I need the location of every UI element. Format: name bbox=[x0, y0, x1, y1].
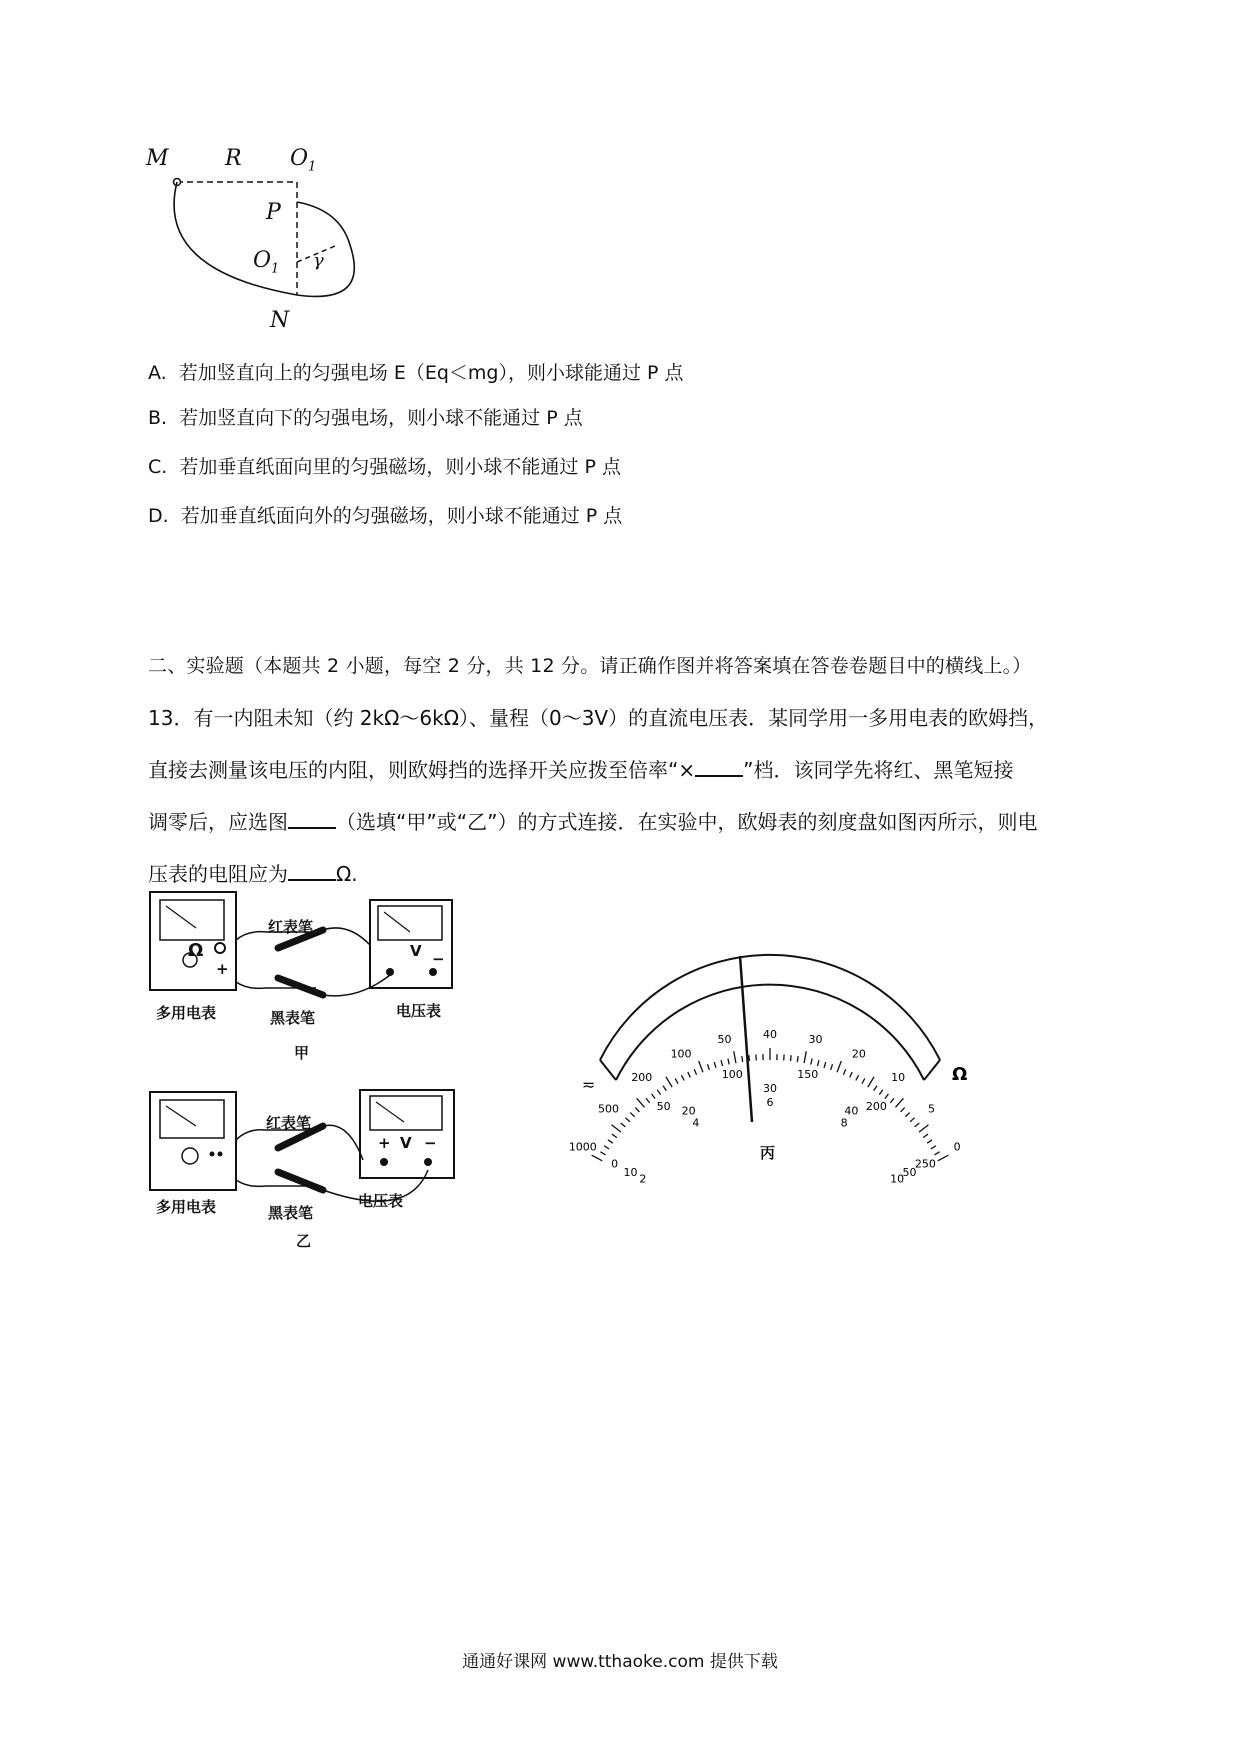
q13-line1: 13．有一内阻未知（约 2kΩ～6kΩ）、量程（0～3V）的直流电压表．某同学用一多用电表的欧姆挡， bbox=[148, 706, 1049, 730]
dial-tick bbox=[663, 1086, 666, 1091]
dial-tick bbox=[797, 1056, 798, 1062]
dial-ohm-scale-label: 50 bbox=[717, 1032, 732, 1046]
dial-tick bbox=[742, 1056, 743, 1062]
label-M: M bbox=[146, 146, 169, 171]
dial-ohm-scale-label: 1000 bbox=[568, 1140, 597, 1154]
dial-tick bbox=[837, 1061, 841, 1072]
dial-dc-symbol: ≂ bbox=[582, 1075, 596, 1094]
jia-plus: + bbox=[216, 960, 229, 978]
dial-tick bbox=[657, 1090, 660, 1095]
dial-tick bbox=[915, 1123, 920, 1127]
dial-tick bbox=[651, 1094, 655, 1099]
dial-tick bbox=[621, 1123, 626, 1127]
question-block bbox=[148, 640, 1098, 900]
label-O1-mid: $O_1$ bbox=[253, 248, 280, 277]
dial-tick bbox=[910, 1118, 914, 1122]
dial-tick bbox=[895, 1098, 903, 1107]
yi-caption: 乙 bbox=[296, 1232, 312, 1250]
dial-tick bbox=[874, 1086, 877, 1091]
dial-tick bbox=[885, 1094, 889, 1099]
dial-tick bbox=[630, 1113, 634, 1117]
yi-minus: − bbox=[424, 1134, 437, 1152]
jia-black-probe-label: 黑表笔 bbox=[270, 1009, 316, 1027]
yi-plus: + bbox=[378, 1134, 391, 1152]
dial-tick bbox=[749, 1055, 750, 1061]
dial-tick bbox=[890, 1098, 894, 1103]
dial-tick bbox=[681, 1075, 684, 1080]
jia-multimeter-label: 多用电表 bbox=[156, 1004, 217, 1022]
answer-blank-3[interactable] bbox=[288, 861, 336, 881]
dial-inner-scale-label: 6 bbox=[766, 1096, 774, 1109]
dial-tick bbox=[934, 1152, 939, 1155]
dial-tick bbox=[901, 1108, 905, 1112]
ohmmeter-dial bbox=[560, 930, 980, 1186]
circuit-jia bbox=[148, 890, 468, 1065]
dial-inner-scale-label: 2 bbox=[639, 1172, 647, 1186]
dial-tick bbox=[688, 1072, 691, 1077]
dial-mid-scale-label: 100 bbox=[721, 1068, 743, 1082]
dial-tick bbox=[856, 1075, 859, 1080]
label-N: N bbox=[270, 308, 290, 333]
dial-tick bbox=[625, 1118, 629, 1122]
dial-tick bbox=[675, 1078, 678, 1083]
answer-blank-2[interactable] bbox=[288, 809, 336, 829]
dial-tick bbox=[604, 1146, 609, 1149]
jia-caption: 甲 bbox=[294, 1044, 310, 1062]
dial-tick bbox=[592, 1155, 603, 1161]
dial-tick bbox=[699, 1061, 703, 1072]
label-O1-top: $O_1$ bbox=[290, 146, 317, 175]
dial-tick bbox=[637, 1098, 645, 1107]
dial-caption: 丙 bbox=[760, 1144, 776, 1162]
dial-tick bbox=[879, 1090, 882, 1095]
dial-tick bbox=[666, 1077, 672, 1087]
section-heading: 二、实验题（本题共 2 小题，每空 2 分，共 12 分。请正确作图并将答案填在答卷卷题目中的横线上。） bbox=[148, 655, 1032, 677]
q13-line3: 调零后，应选图 （选填“甲”或“乙”）的方式连接．在实验中，欧姆表的刻度盘如图丙所示，则电 bbox=[148, 810, 1038, 834]
dial-ohm-scale-label: 30 bbox=[808, 1032, 823, 1046]
dial-needle bbox=[740, 956, 752, 1122]
dial-inner-scale-label: 50 bbox=[902, 1165, 917, 1179]
yi-black-probe-label: 黑表笔 bbox=[268, 1204, 314, 1222]
label-gamma: γ bbox=[313, 250, 324, 271]
label-R: R bbox=[225, 146, 242, 171]
dial-tick bbox=[791, 1055, 792, 1061]
dial-mid-scale-label: 250 bbox=[914, 1157, 936, 1171]
dial-tick bbox=[707, 1064, 709, 1070]
track-figure bbox=[146, 146, 370, 345]
dial-tick bbox=[734, 1051, 736, 1063]
jia-minus: − bbox=[432, 950, 445, 968]
dial-ohm-scale-label: 500 bbox=[598, 1102, 620, 1116]
dial-tick bbox=[862, 1078, 865, 1083]
dial-tick bbox=[714, 1062, 716, 1068]
dial-ohm-scale-label: 5 bbox=[927, 1102, 935, 1116]
dial-tick bbox=[600, 1152, 605, 1155]
jia-voltmeter-label: 电压表 bbox=[396, 1002, 442, 1020]
dial-tick bbox=[831, 1064, 833, 1070]
circuit-yi bbox=[148, 1090, 468, 1255]
dial-tick bbox=[635, 1108, 639, 1112]
q13-line2: 直接去测量该电压的内阻，则欧姆挡的选择开关应拨至倍率“× ”档．该同学先将红、黑笔短接 bbox=[148, 758, 1014, 782]
dial-tick bbox=[811, 1059, 812, 1065]
dial-tick bbox=[817, 1060, 818, 1066]
jia-volt-symbol: V bbox=[410, 942, 422, 960]
dial-ohm-scale-label: 0 bbox=[953, 1140, 961, 1154]
dial-tick bbox=[931, 1146, 936, 1149]
yi-volt-symbol: V bbox=[400, 1134, 412, 1152]
option-c: C. 若加垂直纸面向里的匀强磁场，则小球不能通过 P 点 bbox=[148, 456, 621, 478]
option-a: A. 若加竖直向上的匀强电场 E（Eq＜mg），则小球能通过 P 点 bbox=[148, 362, 684, 384]
dial-ohm-scale-label: 20 bbox=[851, 1047, 866, 1061]
yi-multimeter-label: 多用电表 bbox=[156, 1198, 217, 1216]
option-b: B. 若加竖直向下的匀强电场，则小球不能通过 P 点 bbox=[148, 407, 583, 429]
dial-mid-scale-label: 50 bbox=[656, 1099, 671, 1113]
dial-tick bbox=[804, 1051, 806, 1063]
dial-inner-scale-label: 10 bbox=[890, 1172, 905, 1186]
dial-mid-scale-label: 150 bbox=[797, 1068, 819, 1082]
dial-tick bbox=[927, 1140, 932, 1143]
option-d: D. 若加垂直纸面向外的匀强磁场，则小球不能通过 P 点 bbox=[148, 505, 623, 527]
dial-mid-scale-label: 200 bbox=[865, 1099, 887, 1113]
dial-ohm-scale-label: 100 bbox=[670, 1047, 692, 1061]
dial-mid-scale-label: 0 bbox=[611, 1157, 619, 1171]
dial-tick bbox=[923, 1134, 928, 1138]
dial-ohm-symbol: Ω bbox=[952, 1064, 968, 1085]
dial-tick bbox=[608, 1140, 613, 1143]
dial-inner-scale-label: 20 bbox=[681, 1104, 696, 1118]
dial-tick bbox=[721, 1060, 722, 1066]
dial-ohm-scale-label: 40 bbox=[763, 1028, 777, 1041]
dial-tick bbox=[612, 1125, 621, 1132]
dial-tick bbox=[843, 1069, 845, 1075]
dial-inner-scale-label: 8 bbox=[840, 1116, 848, 1130]
dial-tick bbox=[728, 1059, 729, 1065]
dial-tick bbox=[938, 1155, 949, 1161]
yi-voltmeter-label: 电压表 bbox=[358, 1192, 404, 1210]
dial-inner-scale-label: 30 bbox=[763, 1082, 777, 1095]
dial-tick bbox=[850, 1072, 853, 1077]
dial-tick bbox=[646, 1098, 650, 1103]
dial-drawing bbox=[560, 930, 980, 1186]
dial-ohm-scale-label: 10 bbox=[891, 1071, 906, 1085]
dial-tick bbox=[919, 1125, 928, 1132]
dial-tick bbox=[868, 1077, 874, 1087]
q13-line4: 压表的电阻应为 Ω. bbox=[148, 862, 358, 886]
dial-ohm-scale-label: 200 bbox=[631, 1071, 653, 1085]
dial-tick bbox=[694, 1069, 696, 1075]
footer-credit: 通通好课网 www.tthaoke.com 提供下载 bbox=[462, 1652, 778, 1672]
jia-red-probe-label: 红表笔 bbox=[268, 918, 314, 936]
label-P: P bbox=[266, 200, 281, 225]
dial-tick bbox=[824, 1062, 826, 1068]
answer-blank-1[interactable] bbox=[695, 757, 743, 777]
dial-inner-scale-label: 40 bbox=[844, 1104, 859, 1118]
dial-tick bbox=[905, 1113, 909, 1117]
jia-ohm-symbol: Ω bbox=[188, 940, 204, 961]
dial-inner-scale-label: 4 bbox=[692, 1116, 700, 1130]
dial-tick bbox=[612, 1134, 617, 1138]
yi-red-probe-label: 红表笔 bbox=[266, 1114, 312, 1132]
dial-inner-scale-label: 10 bbox=[623, 1165, 638, 1179]
